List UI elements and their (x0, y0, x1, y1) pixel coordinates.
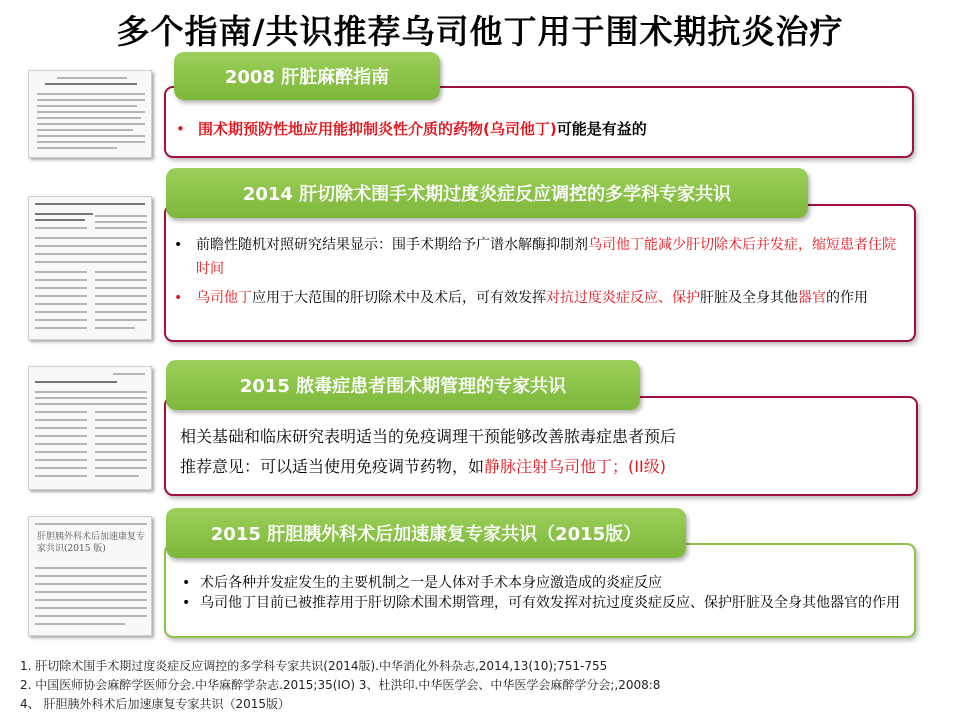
references (20, 657, 660, 714)
bullet-item (174, 233, 898, 281)
consensus-line (180, 422, 900, 452)
highlight-text: 乌司他丁能减少肝切除术后并发症，缩短患者住院时间 (196, 237, 896, 277)
body-text: 可能是有益的 (556, 120, 647, 138)
highlight-text: 静脉注射乌司他丁；(II级) (484, 457, 666, 476)
reference-item: 1. 肝切除术围手术期过度炎症反应调控的多学科专家共识(2014版).中华消化外科杂志,2014,13(10);751-755 (20, 659, 608, 673)
page-title: 多个指南/共识推荐乌司他丁用于围术期抗炎治疗 (116, 12, 844, 51)
thumbnail-heading: 肝胆胰外科术后加速康复专家共识(2015 版) (37, 532, 146, 554)
body-text: 乌司他丁目前已被推荐用于肝切除术围术期管理，可有效发挥对抗过度炎症反应、保护肝脏及全身其他器官的作用 (200, 595, 900, 611)
guideline-tag-label: 2015 肝胆胰外科术后加速康复专家共识（2015版） (210, 524, 642, 545)
bullet-item (174, 286, 898, 310)
guideline-tag-2008 (174, 52, 440, 100)
body-text: 的作用 (826, 290, 868, 306)
bullet-marker: • (182, 595, 191, 611)
guideline-tag-label: 2015 脓毒症患者围术期管理的专家共识 (239, 376, 567, 397)
bullet-item (182, 574, 904, 592)
document-thumbnail (28, 516, 152, 636)
bullet-marker: • (174, 237, 183, 253)
highlight-text: 围术期预防性地应用能抑制炎性介质的药物(乌司他丁) (198, 120, 557, 138)
highlight-text: 对抗过度炎症反应、保护 (546, 290, 700, 306)
bullet-marker: • (176, 120, 185, 138)
consensus-line (180, 452, 900, 482)
highlight-text: 乌司他丁 (196, 290, 252, 306)
guideline-tag-2015-sepsis (166, 360, 640, 410)
bullet-marker: • (182, 575, 191, 591)
guideline-tag-2014 (166, 168, 808, 218)
body-text: 应用于大范围的肝切除术中及术后，可有效发挥 (252, 290, 546, 306)
body-text: 前瞻性随机对照研究结果显示：围手术期给予广谱水解酶抑制剂 (196, 237, 588, 253)
bullet-marker: • (174, 290, 183, 306)
document-thumbnail (28, 70, 152, 158)
highlight-text: 器官 (798, 290, 826, 306)
reference-item: 2. 中国医师协会麻醉学医师分会.中华麻醉学杂志.2015;35(IO) 3、杜洪印.中华医学会、中华医学会麻醉学分会;,2008:8 (20, 678, 661, 692)
document-thumbnail (28, 366, 152, 490)
guideline-tag-2015-eras (166, 508, 686, 558)
bullet-item (176, 117, 896, 141)
body-text: 相关基础和临床研究表明适当的免疫调理干预能够改善脓毒症患者预后 (180, 427, 677, 446)
document-thumbnail (28, 196, 152, 340)
reference-item: 4、 肝胆胰外科术后加速康复专家共识（2015版） (20, 697, 290, 711)
body-text: 术后各种并发症发生的主要机制之一是人体对手术本身应激造成的炎症反应 (200, 575, 662, 591)
bullet-item (182, 594, 904, 612)
guideline-tag-label: 2008 肝脏麻醉指南 (224, 67, 390, 88)
body-text: 肝脏及全身其他 (700, 290, 798, 306)
guideline-tag-label: 2014 肝切除术围手术期过度炎症反应调控的多学科专家共识 (242, 184, 732, 205)
body-text: 推荐意见：可以适当使用免疫调节药物，如 (180, 457, 485, 476)
